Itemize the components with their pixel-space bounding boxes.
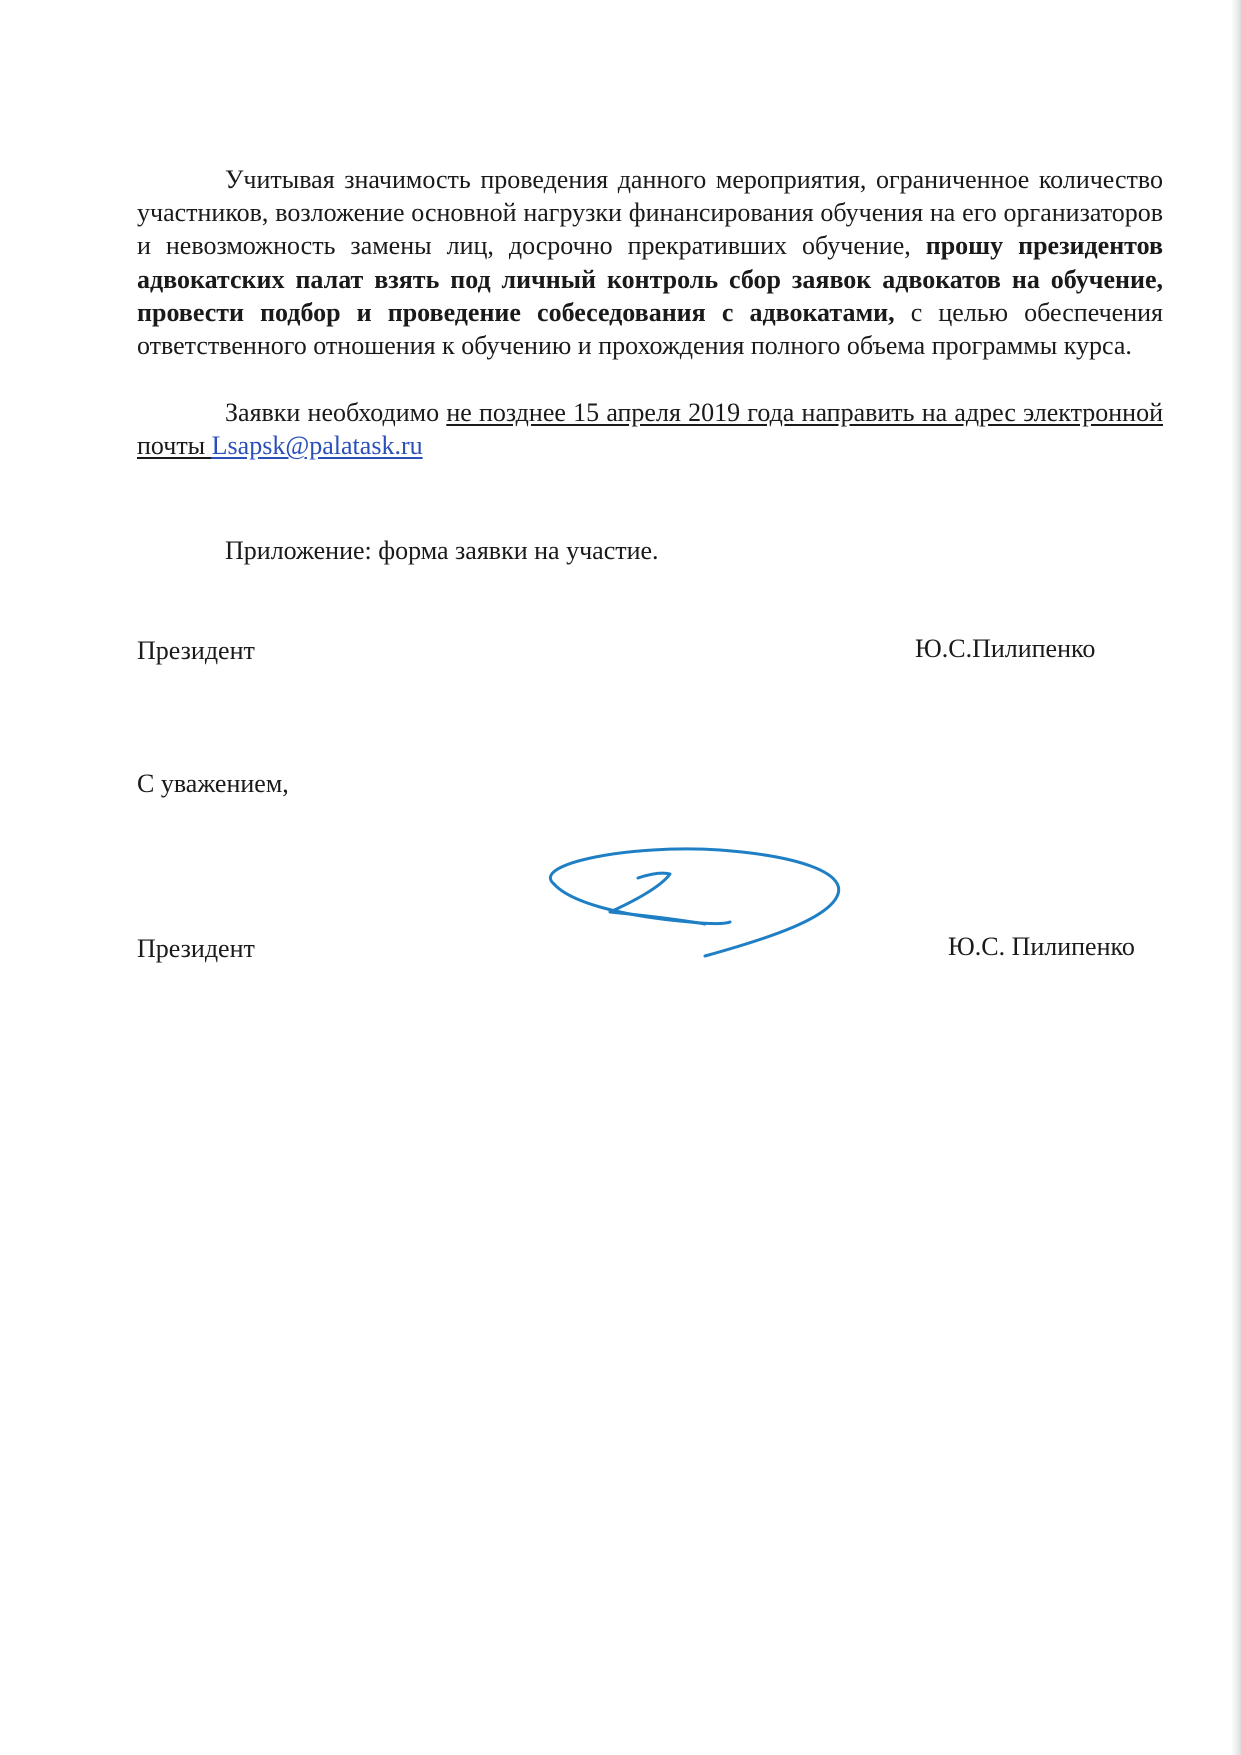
paragraph-deadline-underlined: не позднее 15 апреля 2019 года направить на адрес электронной почты (137, 398, 1163, 461)
signer-name-1: Ю.С.Пилипенко (915, 634, 1096, 663)
paragraph-deadline (137, 396, 1163, 462)
email-link[interactable]: Lsapsk@palatask.ru (211, 431, 423, 461)
paragraph-request-tail: с целью обеспечения ответственного отношения к обучению и прохождения полного объема программы курса. (137, 297, 1163, 361)
handwritten-signature (510, 838, 850, 958)
paragraph-deadline-lead: Заявки необходимо (225, 398, 447, 427)
paragraph-request-bold: прошу президентов адвокатских палат взять под личный контроль сбор заявок адвокатов на обучение, провести подбор и проведение собеседования с адвокатами, (137, 231, 1163, 327)
signer-title-1: Президент (137, 636, 255, 665)
paragraph-request (137, 163, 1163, 362)
signer-title-2: Президент (137, 934, 255, 963)
closing-phrase: С уважением, (137, 769, 289, 798)
signer-name-2: Ю.С. Пилипенко (948, 932, 1135, 961)
paragraph-request-lead: Учитывая значимость проведения данного мероприятия, ограниченное количество участников, возложение основной нагрузки финансирования обучения на его организаторов и невозможность замены лиц, досрочно прекративших обучение, (137, 165, 1163, 261)
attachment-note: Приложение: форма заявки на участие. (225, 536, 659, 565)
scan-edge (1231, 0, 1241, 1755)
